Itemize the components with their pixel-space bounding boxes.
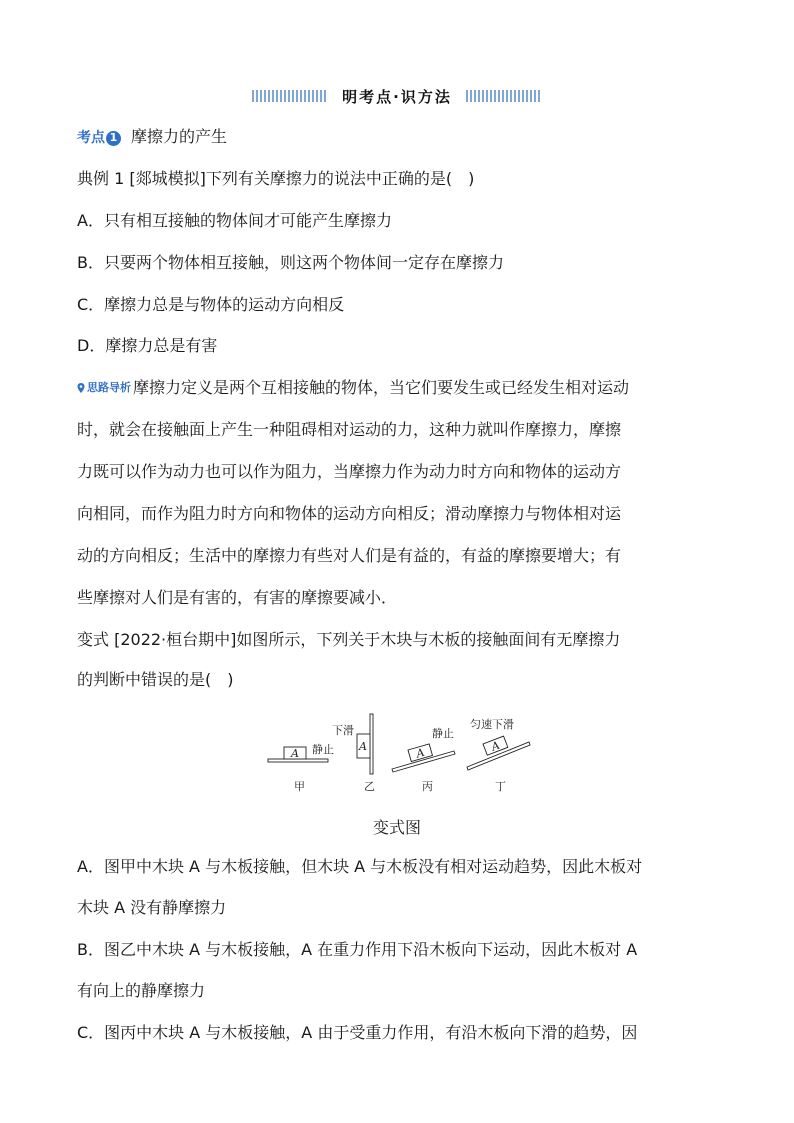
section-title: 摩擦力的产生	[131, 127, 228, 146]
variant-option-b-cont: 有向上的静摩擦力	[77, 981, 206, 1000]
example-option-a: A．只有相互接触的物体间才可能产生摩擦力	[77, 211, 392, 230]
state-ding: 匀速下滑	[470, 718, 514, 731]
figure-ding	[467, 717, 530, 793]
location-pin-icon	[77, 383, 85, 393]
guide-line: 向相同，而作为阻力时方向和物体的运动方向相反；滑动摩擦力与物体相对运	[77, 504, 622, 523]
guide-badge	[77, 378, 131, 398]
example-option-d: D．摩擦力总是有害	[77, 336, 218, 355]
header-decoration-right	[466, 90, 542, 102]
block-label-bing: A	[414, 745, 426, 761]
state-bing: 静止	[432, 727, 454, 740]
example-option-c: C．摩擦力总是与物体的运动方向相反	[77, 295, 345, 314]
variant-option-c: C．图丙中木块 A 与木板接触，A 由于受重力作用，有沿木板向下滑的趋势，因	[77, 1023, 638, 1042]
header-decoration-left	[252, 90, 328, 102]
guide-line: 动的方向相反；生活中的摩擦力有些对人们是有益的，有益的摩擦要增大；有	[77, 546, 622, 565]
guide-line: 时，就会在接触面上产生一种阻碍相对运动的力，这种力就叫作摩擦力，摩擦	[77, 420, 622, 439]
block-label-jia: A	[291, 747, 299, 760]
example-option-b: B．只要两个物体相互接触，则这两个物体间一定存在摩擦力	[77, 253, 504, 272]
variant-option-a: A．图甲中木块 A 与木板接触，但木块 A 与木板没有相对运动趋势，因此木板对	[77, 857, 643, 876]
guide-tag: 思路导析	[87, 381, 131, 394]
board-yi	[370, 714, 373, 774]
guide-line	[77, 378, 629, 398]
header-title: 明考点·识方法	[334, 86, 460, 107]
variant-figure	[262, 712, 532, 797]
state-jia: 静止	[312, 743, 334, 756]
variant-option-a-cont: 木块 A 没有静摩擦力	[77, 898, 227, 917]
variant-question-cont: 的判断中错误的是( )	[77, 670, 234, 689]
block-label-yi: A	[359, 740, 367, 753]
name-ding: 丁	[495, 780, 506, 793]
variant-question: 变式 [2022·桓台期中]如图所示，下列关于木块与木板的接触面间有无摩擦力	[77, 630, 621, 649]
figure-yi	[332, 714, 375, 793]
guide-line: 些摩擦对人们是有害的，有害的摩擦要减小．	[77, 588, 398, 607]
guide-text: 摩擦力定义是两个互相接触的物体，当它们要发生或已经发生相对运动	[133, 378, 630, 397]
figure-jia	[268, 742, 334, 793]
block-label-ding: A	[489, 738, 502, 754]
guide-line: 力既可以作为动力也可以作为阻力，当摩擦力作为动力时方向和物体的运动方	[77, 462, 622, 481]
figure-caption: 变式图	[372, 818, 421, 837]
kaodian-badge	[77, 128, 131, 148]
name-yi: 乙	[364, 780, 375, 793]
name-bing: 丙	[422, 780, 433, 793]
state-yi: 下滑	[332, 724, 354, 737]
figure-bing	[392, 726, 455, 793]
variant-option-b: B．图乙中木块 A 与木板接触，A 在重力作用下沿木板向下运动，因此木板对 A	[77, 940, 638, 959]
kaodian-tag: 考点	[77, 130, 105, 146]
kaodian-number: 1	[106, 131, 121, 146]
section-heading	[77, 127, 227, 148]
section-header	[252, 86, 542, 106]
name-jia: 甲	[294, 780, 305, 793]
example-question: 典例 1 [郯城模拟]下列有关摩擦力的说法中正确的是( )	[77, 169, 475, 188]
